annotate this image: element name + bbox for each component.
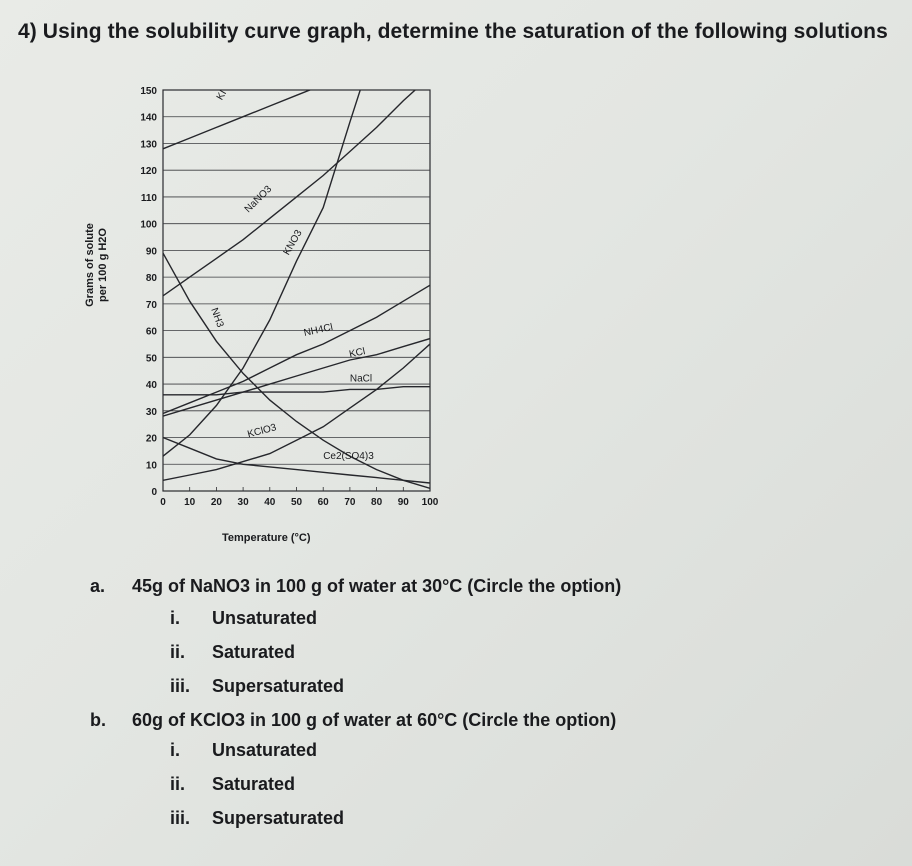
x-tick-label-50: 50 bbox=[290, 497, 303, 508]
plot-frame bbox=[163, 90, 430, 491]
x-tick-label-10: 10 bbox=[184, 497, 196, 508]
y-axis-label-line1: Grams of solute bbox=[84, 223, 96, 307]
part-b-text: 60g of KClO3 in 100 g of water at 60°C (Circle the option) bbox=[132, 710, 617, 730]
part-b-letter: b. bbox=[90, 710, 106, 730]
x-tick-label-90: 90 bbox=[397, 497, 409, 508]
y-tick-label-130: 130 bbox=[140, 139, 157, 151]
part-a-option-1[interactable] bbox=[170, 608, 317, 629]
part-b-option-1[interactable] bbox=[170, 740, 317, 761]
solubility-chart bbox=[80, 78, 480, 558]
x-tick-label-40: 40 bbox=[264, 497, 276, 508]
curve-label-ce2-so4-3: Ce2(SO4)3 bbox=[323, 450, 374, 462]
x-tick-label-0: 0 bbox=[160, 497, 166, 508]
option-text: Saturated bbox=[212, 642, 296, 662]
curve-label-kcl: KCl bbox=[348, 346, 367, 361]
solubility-chart-svg bbox=[80, 78, 480, 558]
y-tick-label-40: 40 bbox=[145, 380, 157, 392]
y-tick-label-110: 110 bbox=[140, 192, 157, 204]
x-axis-label: Temperature (°C) bbox=[222, 532, 311, 544]
part-b-option-3[interactable] bbox=[170, 808, 344, 829]
x-tick-label-20: 20 bbox=[210, 497, 222, 508]
option-number: i. bbox=[170, 608, 181, 628]
curve-label-kno3: KNO3 bbox=[281, 228, 305, 258]
y-tick-label-120: 120 bbox=[140, 166, 157, 178]
y-tick-label-100: 100 bbox=[140, 219, 157, 231]
y-tick-label-90: 90 bbox=[145, 246, 157, 258]
curve-label-nacl: NaCl bbox=[349, 373, 373, 385]
option-number: i. bbox=[170, 740, 181, 760]
curve-kclo3 bbox=[163, 344, 430, 480]
x-tick-label-80: 80 bbox=[371, 497, 383, 508]
y-tick-label-150: 150 bbox=[140, 86, 157, 97]
curve-nano3 bbox=[163, 77, 430, 296]
y-tick-label-80: 80 bbox=[145, 273, 157, 285]
option-text: Unsaturated bbox=[212, 740, 318, 760]
question-title: 4) Using the solubility curve graph, determine the saturation of the following solutions bbox=[18, 20, 888, 43]
y-tick-label-0: 0 bbox=[151, 487, 157, 498]
option-number: iii. bbox=[170, 676, 191, 696]
option-number: ii. bbox=[170, 642, 186, 662]
part-a-option-3[interactable] bbox=[170, 676, 344, 697]
x-tick-label-100: 100 bbox=[421, 497, 439, 508]
curve-label-ki: KI bbox=[214, 88, 230, 103]
curve-label-nh4cl: NH4Cl bbox=[302, 321, 334, 339]
y-tick-label-140: 140 bbox=[140, 112, 157, 124]
option-number: iii. bbox=[170, 808, 191, 828]
y-tick-label-30: 30 bbox=[145, 406, 157, 418]
curve-ce2-so4-3 bbox=[163, 438, 430, 484]
y-tick-label-60: 60 bbox=[145, 326, 157, 338]
option-text: Supersaturated bbox=[212, 808, 345, 828]
curve-label-nh3: NH3 bbox=[208, 306, 226, 330]
option-text: Unsaturated bbox=[212, 608, 318, 628]
y-tick-label-20: 20 bbox=[145, 433, 157, 445]
part-a-prompt bbox=[90, 576, 621, 597]
x-tick-label-60: 60 bbox=[317, 497, 329, 508]
part-b-prompt bbox=[90, 710, 616, 731]
x-tick-label-30: 30 bbox=[237, 497, 249, 508]
curve-kcl bbox=[163, 339, 430, 417]
part-a-option-2[interactable] bbox=[170, 642, 295, 663]
part-b-option-2[interactable] bbox=[170, 774, 295, 795]
y-axis-label bbox=[84, 200, 110, 330]
curve-ki bbox=[163, 42, 430, 149]
y-tick-label-50: 50 bbox=[145, 353, 157, 365]
x-tick-label-70: 70 bbox=[344, 497, 356, 508]
y-axis-label-line2: per 100 g H2O bbox=[97, 228, 109, 302]
y-tick-label-10: 10 bbox=[145, 460, 157, 472]
curve-label-kclo3: KClO3 bbox=[246, 422, 278, 441]
option-number: ii. bbox=[170, 774, 186, 794]
curve-nacl bbox=[163, 387, 430, 395]
option-text: Supersaturated bbox=[212, 676, 345, 696]
curve-label-nano3: NaNO3 bbox=[242, 183, 275, 216]
part-a-text: 45g of NaNO3 in 100 g of water at 30°C (Circle the option) bbox=[132, 576, 622, 596]
part-a-letter: a. bbox=[90, 576, 106, 596]
option-text: Saturated bbox=[212, 774, 296, 794]
y-tick-label-70: 70 bbox=[145, 299, 157, 311]
